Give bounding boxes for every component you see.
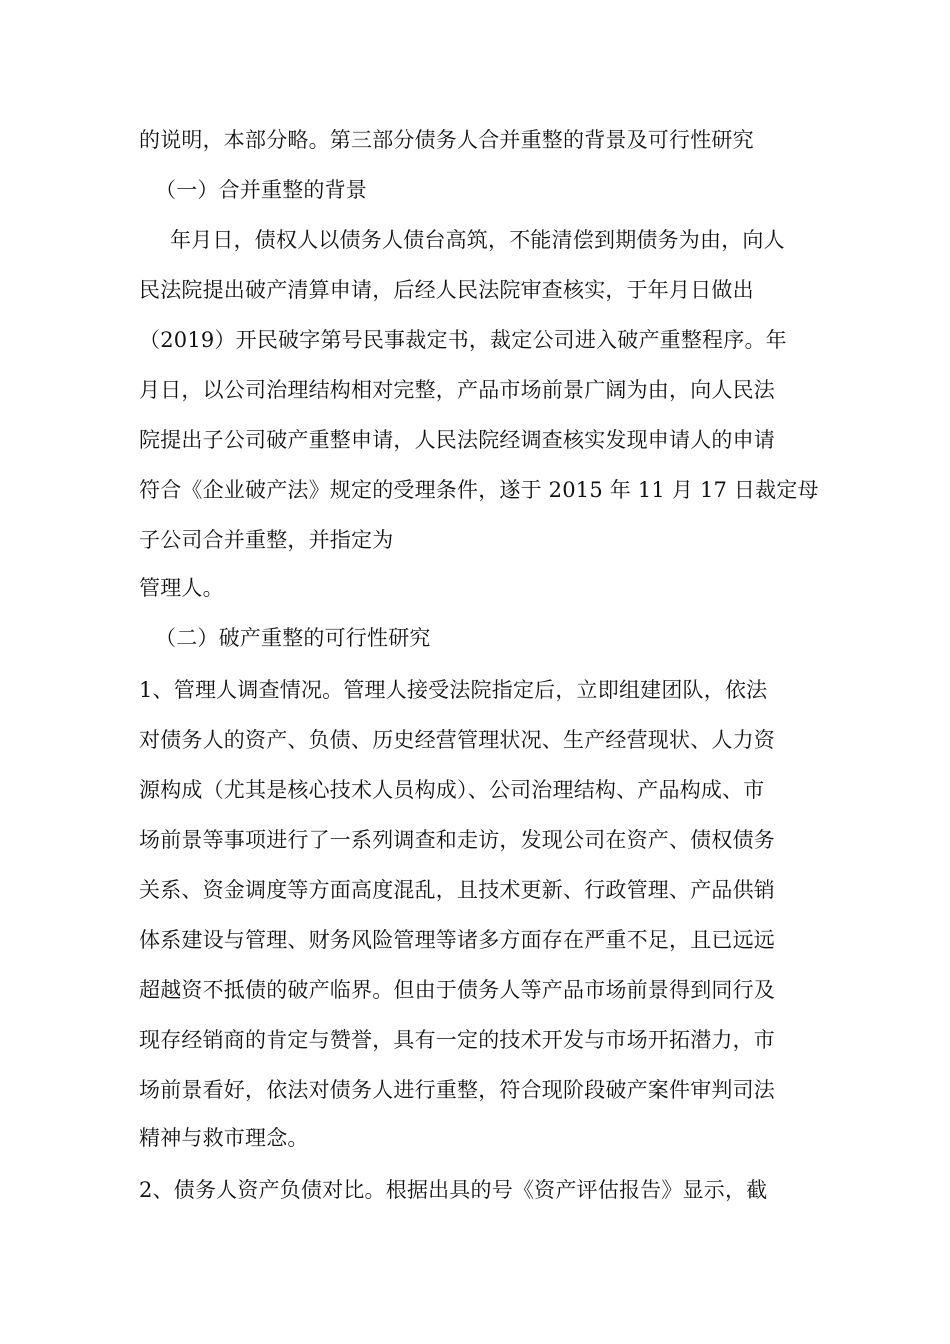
text-line: 源构成（尤其是核心技术人员构成）、公司治理结构、产品构成、市	[139, 778, 765, 802]
text-line: 超越资不抵债的破产临界。但由于债务人等产品市场前景得到同行及	[139, 978, 775, 1002]
text-line: 院提出子公司破产重整申请，人民法院经调查核实发现申请人的申请	[139, 428, 775, 452]
text-line: （2019）开民破字第号民事裁定书，裁定公司进入破产重整程序。年	[139, 328, 787, 352]
text-line: 场前景看好，依法对债务人进行重整，符合现阶段破产案件审判司法	[139, 1078, 775, 1102]
text-line: 场前景等事项进行了一系列调查和走访，发现公司在资产、债权债务	[139, 828, 775, 852]
text-line: 年月日，债权人以债务人债台高筑，不能清偿到期债务为由，向人	[170, 228, 785, 252]
text-line: 的说明，本部分略。第三部分债务人合并重整的背景及可行性研究	[139, 128, 754, 152]
text-line: 2、债务人资产负债对比。根据出具的号《资产评估报告》显示，截	[139, 1178, 768, 1202]
text-line: 关系、资金调度等方面高度混乱，且技术更新、行政管理、产品供销	[139, 878, 775, 902]
section-heading: （一）合并重整的背景	[155, 178, 367, 202]
text-line: 符合《企业破产法》规定的受理条件，遂于 2015 年 11 月 17 日裁定母	[139, 478, 819, 502]
text-line: 月日，以公司治理结构相对完整，产品市场前景广阔为由，向人民法	[139, 378, 775, 402]
text-line: 体系建设与管理、财务风险管理等诸多方面存在严重不足，且已远远	[139, 928, 775, 952]
text-line: 对债务人的资产、负债、历史经营管理状况、生产经营现状、人力资	[139, 728, 775, 752]
text-line: 1、管理人调查情况。管理人接受法院指定后，立即组建团队，依法	[139, 678, 768, 702]
section-heading: （二）破产重整的可行性研究	[155, 626, 431, 650]
text-line: 管理人。	[139, 576, 224, 600]
text-line: 民法院提出破产清算申请，后经人民法院审查核实，于年月日做出	[139, 278, 754, 302]
text-line: 精神与救市理念。	[139, 1126, 309, 1150]
text-line: 子公司合并重整，并指定为	[139, 528, 394, 552]
text-line: 现存经销商的肯定与赞誉，具有一定的技术开发与市场开拓潜力，市	[139, 1028, 775, 1052]
